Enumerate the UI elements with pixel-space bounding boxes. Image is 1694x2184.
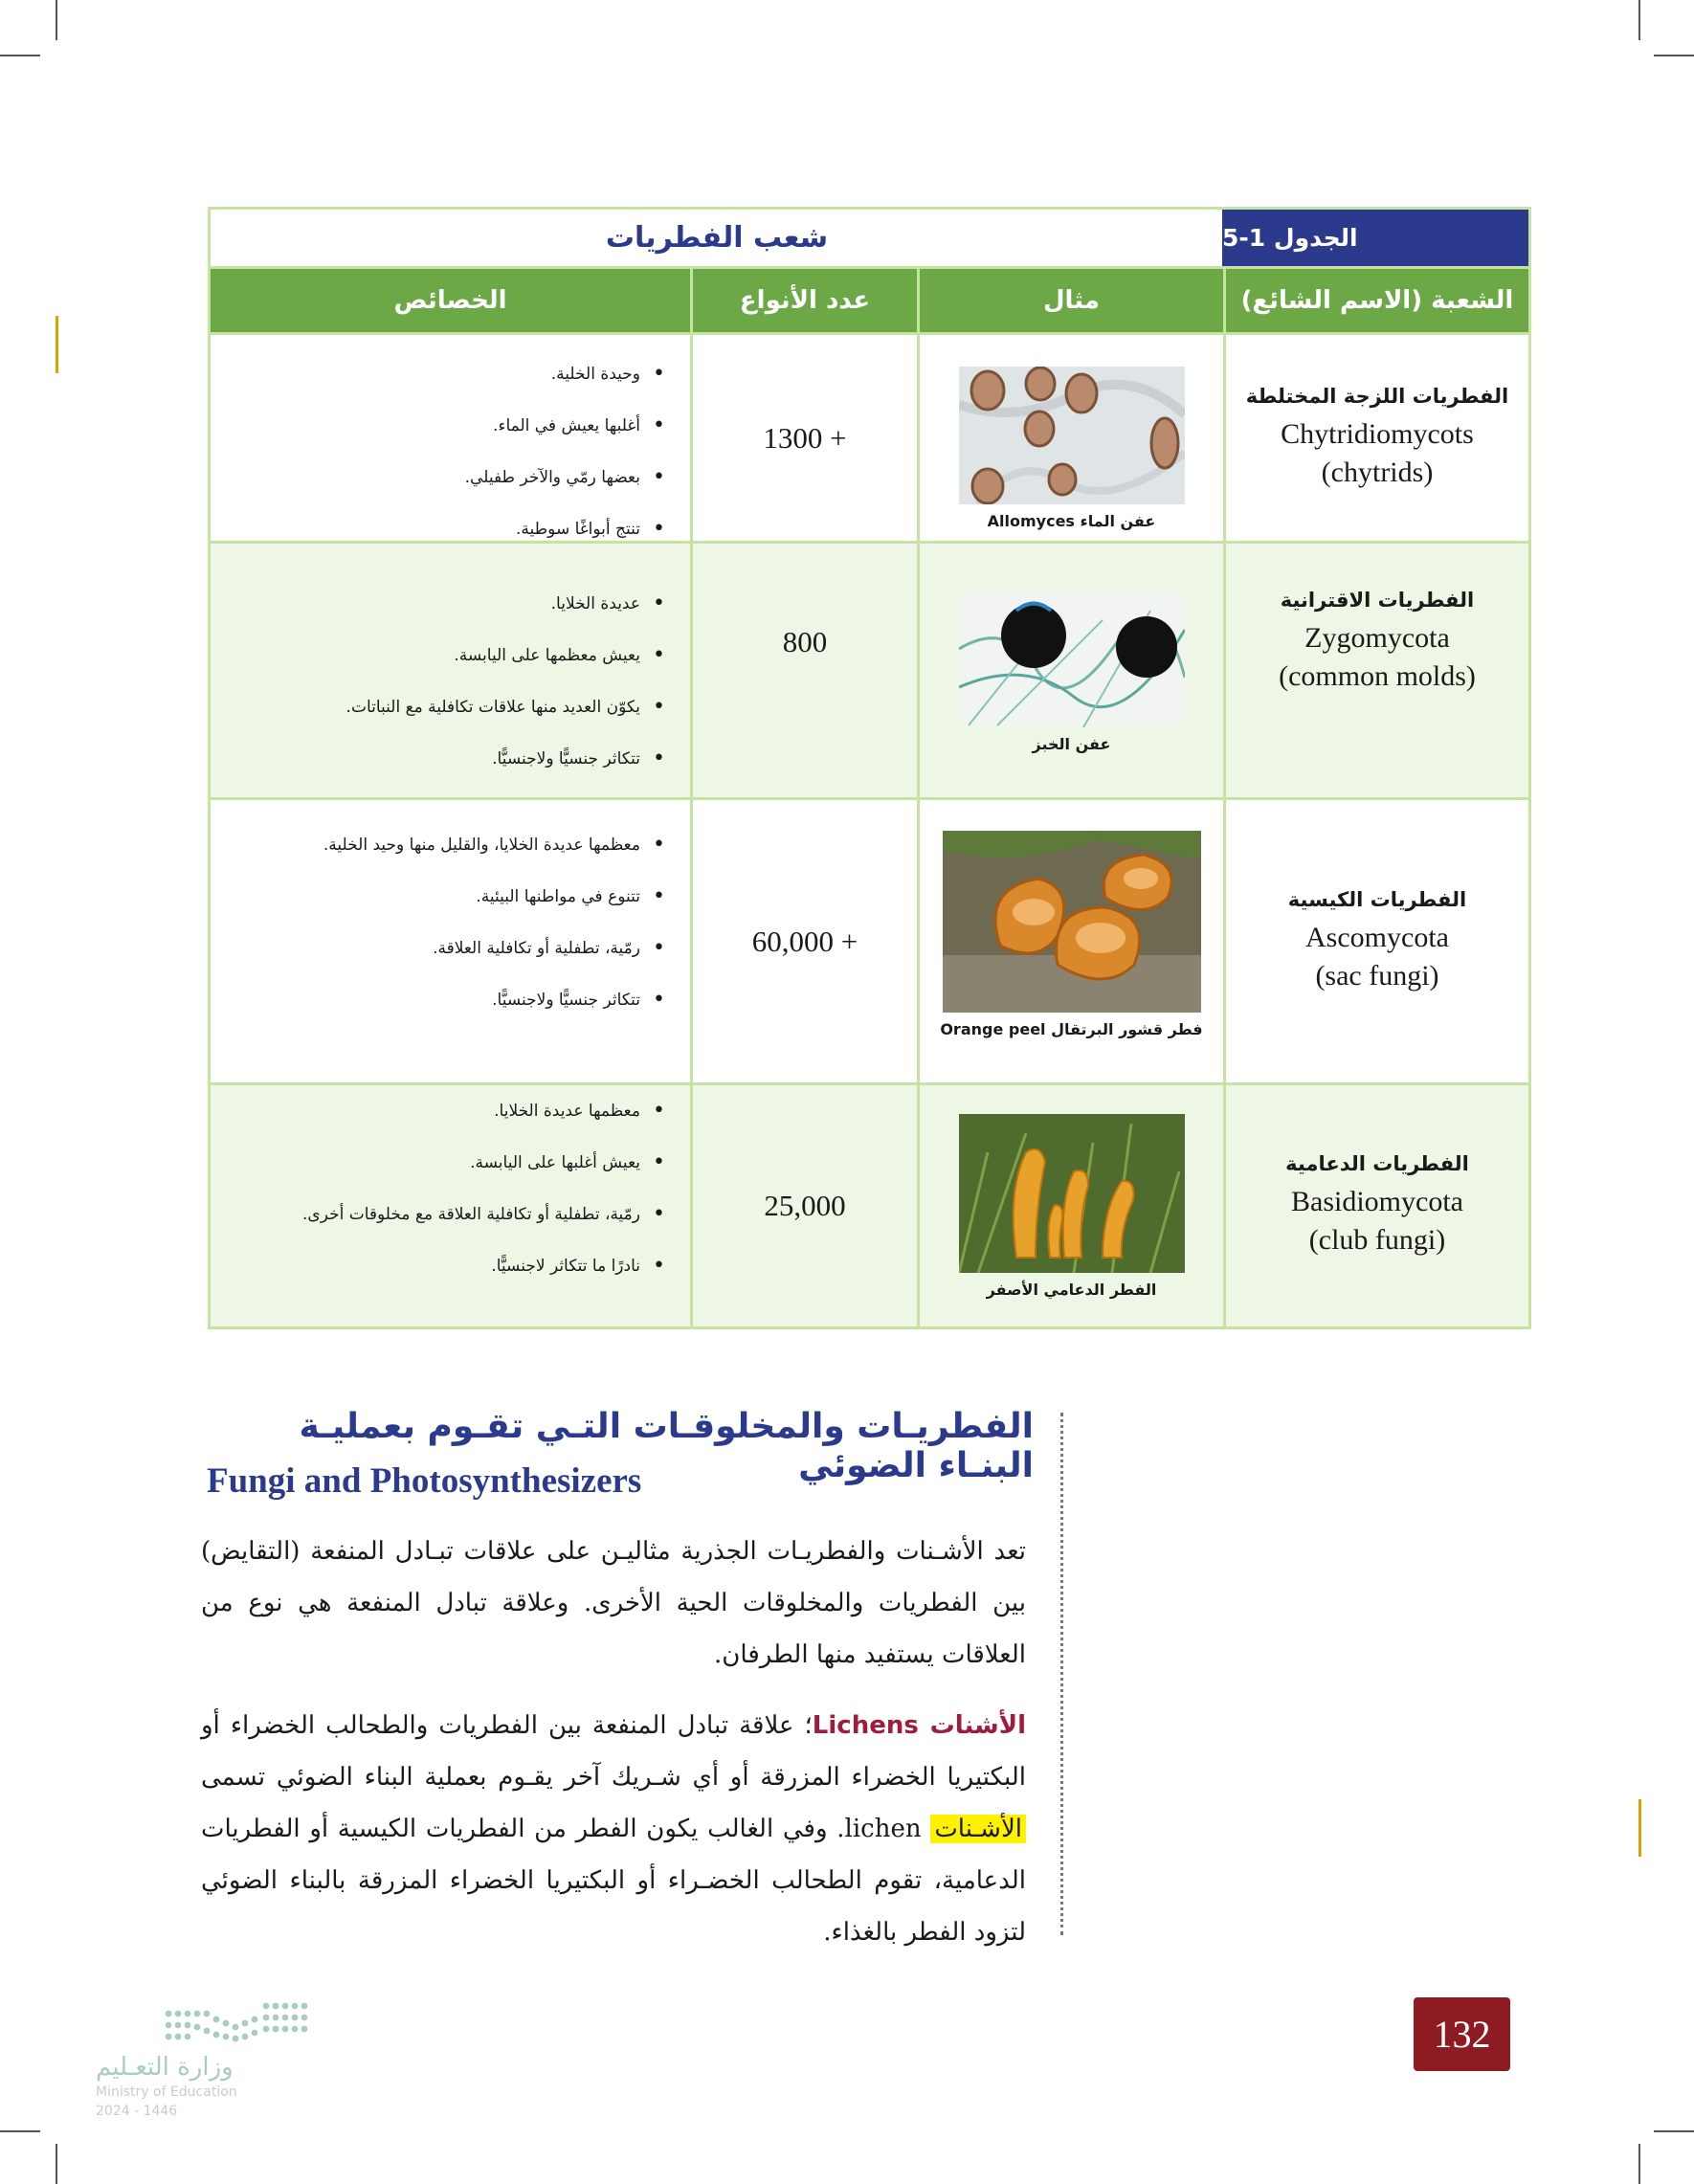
ministry-name-en: Ministry of Education (96, 2084, 237, 2100)
trait-item: • أغلبها يعيش في الماء. (211, 400, 690, 452)
example-cell (917, 335, 1223, 541)
table-label: الجدول 1-5 (1222, 210, 1528, 266)
phylum-cell (1223, 335, 1528, 541)
phylum-common-name: (chytrids) (1321, 456, 1434, 488)
crop-mark (1638, 2144, 1640, 2184)
ministry-name-ar: وزارة التعـليم (96, 2053, 234, 2082)
trait-item: • وحيدة الخلية. (211, 348, 690, 400)
crop-mark (0, 2130, 40, 2132)
trait-item: • يعيش أغلبها على اليابسة. (211, 1137, 690, 1189)
table-header-row (211, 269, 1528, 332)
trait-item: • تتكاثر جنسيًّا ولاجنسيًّا. (211, 733, 690, 785)
trait-item: • تنتج أبواغًا سوطية. (211, 503, 690, 555)
crop-mark (0, 55, 40, 56)
trait-item: • يكوّن العديد منها علاقات تكافلية مع النباتات. (211, 681, 690, 733)
page-number: 132 (1414, 1997, 1510, 2071)
lichens-text-b: lichen. وفي الغالب يكون الفطر من الفطريات الكيسية أو الفطريات الدعامية، تقوم الطحالب الخضـراء أو البكتيريا الخضراء المزرقة بالبناء الضوئي لتزود الفطر بالغذاء. (201, 1815, 1026, 1947)
yellow-club-fungus-photo (959, 1114, 1185, 1273)
example-caption: عفن الخبز (1032, 735, 1111, 753)
section-title-ar: الفطريـات والمخلوقـات التـي تقـوم بعمليـة البنـاء الضوئي (299, 1407, 1034, 1485)
species-count: 25,000 (690, 1085, 917, 1326)
example-caption: الفطر الدعامي الأصفر (986, 1281, 1157, 1299)
table-title: شعب الفطريات (605, 221, 829, 255)
edition-year: 2024 - 1446 (96, 2104, 178, 2119)
highlighted-term: الأشـنات (930, 1815, 1026, 1843)
example-cell (917, 1085, 1223, 1326)
bread-mold-photo (959, 591, 1185, 727)
header-traits: الخصائص (393, 286, 507, 315)
header-phylum: الشعبة (الاسم الشائع) (1223, 269, 1528, 332)
trait-item: • رمّية، تطفلية أو تكافلية العلاقة مع مخلوقات أخرى. (211, 1189, 690, 1240)
trait-item: • رمّية، تطفلية أو تكافلية العلاقة. (211, 923, 690, 974)
phylum-common-name: (sac fungi) (1315, 959, 1439, 992)
side-marker (56, 316, 58, 373)
phylum-cell (1223, 1085, 1528, 1326)
trait-item: • معظمها عديدة الخلايا، والقليل منها وحيد الخلية. (211, 819, 690, 871)
crop-mark (56, 0, 57, 40)
example-cell (917, 544, 1223, 797)
section-title-en: Fungi and Photosynthesizers (207, 1461, 642, 1501)
phylum-cell (1223, 800, 1528, 1082)
table-row (211, 541, 1528, 797)
header-count: عدد الأنواع (690, 269, 917, 332)
phylum-name-ar: الفطريات الاقترانية (1280, 588, 1475, 612)
species-count: 800 (690, 544, 917, 797)
phylum-common-name: (club fungi) (1308, 1224, 1446, 1256)
fungi-phyla-table (208, 207, 1531, 1329)
table-title-row (211, 210, 1528, 269)
table-row (211, 797, 1528, 1082)
phylum-name-en: Zygomycota (1304, 621, 1450, 654)
traits-cell (211, 544, 690, 797)
traits-cell (211, 800, 690, 1082)
paragraph-mutualism: تعد الأشـنات والفطريـات الجذرية مثاليـن على علاقات تبـادل المنفعة (التقايض) بين الفطريات والمخلوقات الحية الأخرى. وعلاقة تبادل المنفعة هي نوع من العلاقات يستفيد منها الطرفان. (201, 1537, 1026, 1669)
phylum-name-ar: الفطريات الكيسية (1287, 887, 1467, 911)
lichens-text-a: ؛ علاقة تبادل المنفعة بين الفطريات والطحالب الخضراء أو البكتيريا الخضراء المزرقة أو أي شـريك آخر يقـوم بعملية البناء الضوئي تسمى (201, 1711, 1026, 1792)
trait-item: • نادرًا ما تتكاثر لاجنسيًّا. (211, 1240, 690, 1292)
phylum-name-ar: الفطريات اللزجة المختلطة (1245, 384, 1509, 408)
paragraph-lichens (201, 1700, 1026, 1958)
header-example: مثال (917, 269, 1223, 332)
phylum-name-en: Ascomycota (1305, 921, 1449, 953)
phylum-name-ar: الفطريات الدعامية (1285, 1152, 1469, 1175)
example-caption: عفن الماء Allomyces (987, 512, 1156, 530)
table-row (211, 332, 1528, 541)
orange-peel-fungus-photo (943, 831, 1201, 1013)
trait-item: • معظمها عديدة الخلايا. (211, 1085, 690, 1137)
trait-item: • تتكاثر جنسيًّا ولاجنسيًّا. (211, 974, 690, 1026)
trait-item: • بعضها رمّي والآخر طفيلي. (211, 452, 690, 503)
trait-item: • تتنوع في مواطنها البيئية. (211, 871, 690, 923)
crop-mark (56, 2144, 57, 2184)
species-count: 1300 + (690, 335, 917, 541)
example-caption: فطر قشور البرتقال Orange peel (940, 1020, 1203, 1038)
phylum-common-name: (common molds) (1279, 659, 1476, 692)
allomyces-photo (959, 367, 1185, 504)
crop-mark (1638, 0, 1640, 40)
species-count: 60,000 + (690, 800, 917, 1082)
crop-mark (1654, 2130, 1694, 2132)
trait-item: • يعيش معظمها على اليابسة. (211, 630, 690, 681)
dotted-divider (1060, 1413, 1063, 1935)
example-cell (917, 800, 1223, 1082)
traits-cell (211, 1085, 690, 1326)
trait-item: • عديدة الخلايا. (211, 578, 690, 630)
phylum-name-en: Chytridiomycots (1281, 417, 1474, 450)
side-marker (1638, 1799, 1641, 1857)
phylum-cell (1223, 544, 1528, 797)
phylum-name-en: Basidiomycota (1291, 1186, 1463, 1217)
lichens-term: الأشنات Lichens (812, 1711, 1026, 1740)
table-row (211, 1082, 1528, 1326)
traits-cell (211, 335, 690, 541)
crop-mark (1654, 55, 1694, 56)
